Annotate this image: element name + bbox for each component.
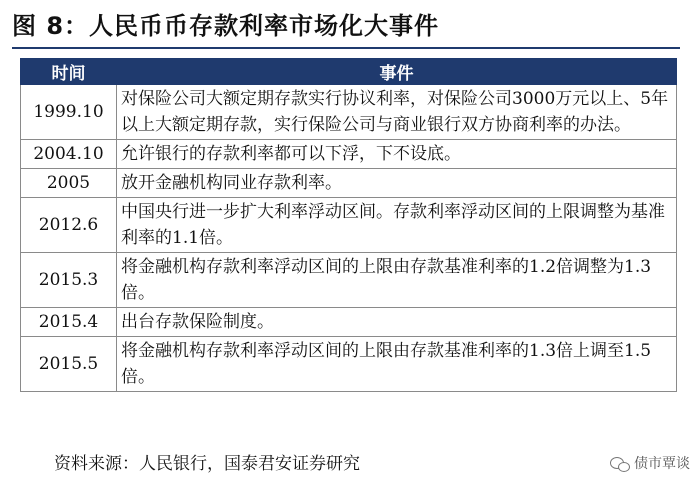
cell-event: 出台存款保险制度。 xyxy=(117,308,677,337)
figure-title: 图 8：人民币币存款利率市场化大事件 xyxy=(12,12,440,40)
table-row xyxy=(21,253,677,308)
wechat-icon xyxy=(610,456,630,472)
cell-event: 允许银行的存款利率都可以下浮，下不设底。 xyxy=(117,140,677,169)
cell-event: 将金融机构存款利率浮动区间的上限由存款基准利率的1.2倍调整为1.3倍。 xyxy=(117,253,677,308)
cell-time: 2015.3 xyxy=(21,253,117,308)
cell-event: 中国央行进一步扩大利率浮动区间。存款利率浮动区间的上限调整为基准利率的1.1倍。 xyxy=(117,198,677,253)
table-row xyxy=(21,198,677,253)
column-header-time: 时间 xyxy=(21,59,117,85)
table-row xyxy=(21,337,677,392)
table-header-row xyxy=(21,59,677,85)
watermark xyxy=(610,452,690,476)
cell-event: 放开金融机构同业存款利率。 xyxy=(117,169,677,198)
table-row xyxy=(21,308,677,337)
column-header-event: 事件 xyxy=(117,59,677,85)
cell-time: 2005 xyxy=(21,169,117,198)
table-row xyxy=(21,140,677,169)
watermark-text: 债市覃谈 xyxy=(634,456,690,472)
cell-time: 2004.10 xyxy=(21,140,117,169)
table-row xyxy=(21,169,677,198)
cell-time: 2015.4 xyxy=(21,308,117,337)
cell-event: 对保险公司大额定期存款实行协议利率，对保险公司3000万元以上、5年以上大额定期存款，实行保险公司与商业银行双方协商利率的办法。 xyxy=(117,85,677,140)
source-note: 资料来源：人民银行，国泰君安证券研究 xyxy=(54,454,360,474)
cell-time: 1999.10 xyxy=(21,85,117,140)
cell-time: 2015.5 xyxy=(21,337,117,392)
cell-time: 2012.6 xyxy=(21,198,117,253)
cell-event: 将金融机构存款利率浮动区间的上限由存款基准利率的1.3倍上调至1.5倍。 xyxy=(117,337,677,392)
title-divider xyxy=(12,47,680,49)
events-table xyxy=(20,58,677,392)
table-row xyxy=(21,85,677,140)
